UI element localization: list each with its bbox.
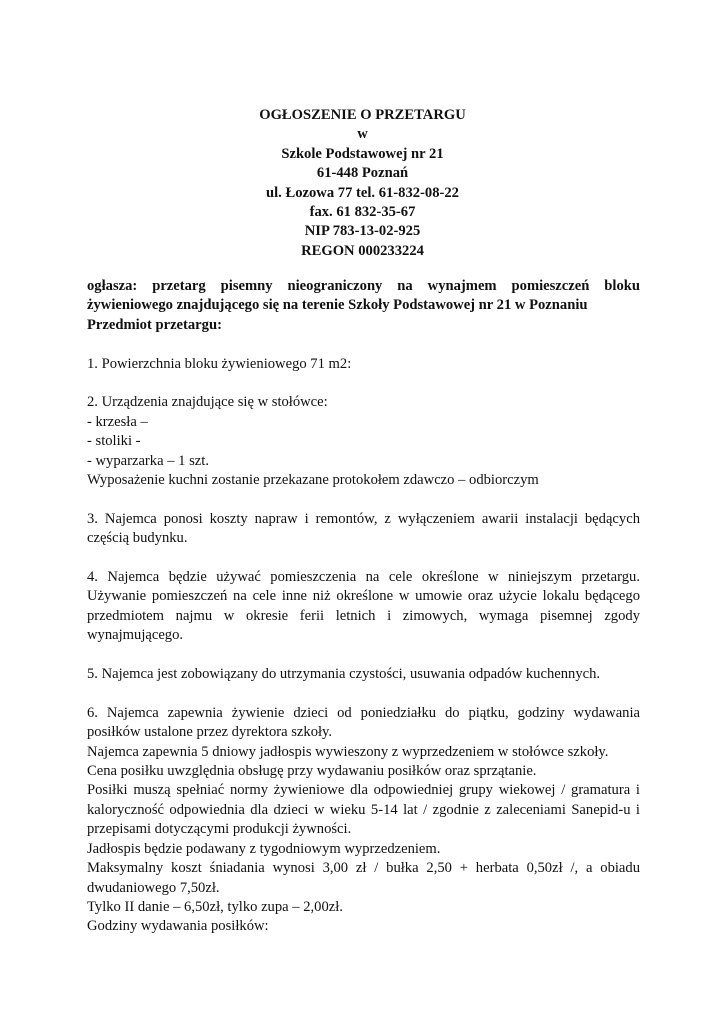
regon-number: REGON 000233224 — [301, 242, 424, 259]
equipment-chairs: - krzesła – — [87, 413, 148, 430]
fax-number: fax. 61 832-35-67 — [309, 203, 416, 220]
item-6-max-cost: Maksymalny koszt śniadania wynosi 3,00 zł / bułka 2,50 + herbata 0,50zł /, a obiadu dwudaniowego 7,50zł. — [87, 860, 640, 896]
document-body — [87, 277, 640, 937]
address-phone: ul. Łozowa 77 tel. 61-832-08-22 — [266, 184, 459, 201]
document-header — [0, 106, 725, 261]
item-2-equipment-title: 2. Urządzenia znajdujące się w stołówce: — [87, 394, 328, 411]
header-preposition: w — [357, 126, 368, 143]
item-6-single-dish-prices: Tylko II danie – 6,50zł, tylko zupa – 2,00zł. — [87, 898, 343, 915]
nip-number: NIP 783-13-02-925 — [304, 223, 421, 240]
postal-code-city: 61-448 Poznań — [316, 165, 409, 182]
equipment-handover-note: Wyposażenie kuchni zostanie przekazane protokołem zdawczo – odbiorczym — [87, 472, 539, 489]
item-6-price-note: Cena posiłku uwzględnia obsługę przy wydawaniu posiłków oraz sprzątanie. — [87, 763, 537, 780]
tender-subject-heading: Przedmiot przetargu: — [87, 316, 222, 333]
equipment-scalder: - wyparzarka – 1 szt. — [87, 452, 209, 469]
item-1-area: 1. Powierzchnia bloku żywieniowego 71 m2: — [87, 355, 352, 372]
equipment-tables: - stoliki - — [87, 433, 141, 450]
item-6-menu: Najemca zapewnia 5 dniowy jadłospis wywieszony z wyprzedzeniem w stołówce szkoły. — [87, 743, 609, 760]
item-6-serving-hours: Godziny wydawania posiłków: — [87, 918, 269, 935]
item-6-catering: 6. Najemca zapewnia żywienie dzieci od poniedziałku do piątku, godziny wydawania posiłków ustalone przez dyrektora szkoły. — [87, 704, 640, 741]
announcement-intro: ogłasza: przetarg pisemny nieograniczony na wynajmem pomieszczeń bloku żywieniowego znajdującego się na terenie Szkoły Podstawowej nr 21 w Poznaniu — [87, 278, 640, 314]
item-4-usage: 4. Najemca będzie używać pomieszczenia na cele określone w niniejszym przetargu. Używanie pomieszczeń na cele inne niż określone w umowie oraz użycie lokalu będącego przedmiotem najmu w okresie ferii letnich i zimowych, wymaga pisemnej zgody wynajmującego. — [87, 569, 640, 644]
school-name: Szkole Podstawowej nr 21 — [281, 145, 444, 162]
item-3-repairs: 3. Najemca ponosi koszty napraw i remontów, z wyłączeniem awarii instalacji będących częścią budynku. — [87, 510, 640, 547]
item-5-cleanliness: 5. Najemca jest zobowiązany do utrzymania czystości, usuwania odpadów kuchennych. — [87, 666, 601, 683]
announcement-title: OGŁOSZENIE O PRZETARGU — [259, 107, 466, 123]
item-6-menu-advance: Jadłospis będzie podawany z tygodniowym wyprzedzeniem. — [87, 840, 441, 857]
item-6-norms: Posiłki muszą spełniać normy żywieniowe dla odpowiedniej grupy wiekowej / gramatura i kaloryczność odpowiednia dla dzieci w wieku 5-14 lat / zgodnie z zaleceniami Sanepid-u i przepisami dotyczącymi produkcji żywności. — [87, 782, 640, 838]
